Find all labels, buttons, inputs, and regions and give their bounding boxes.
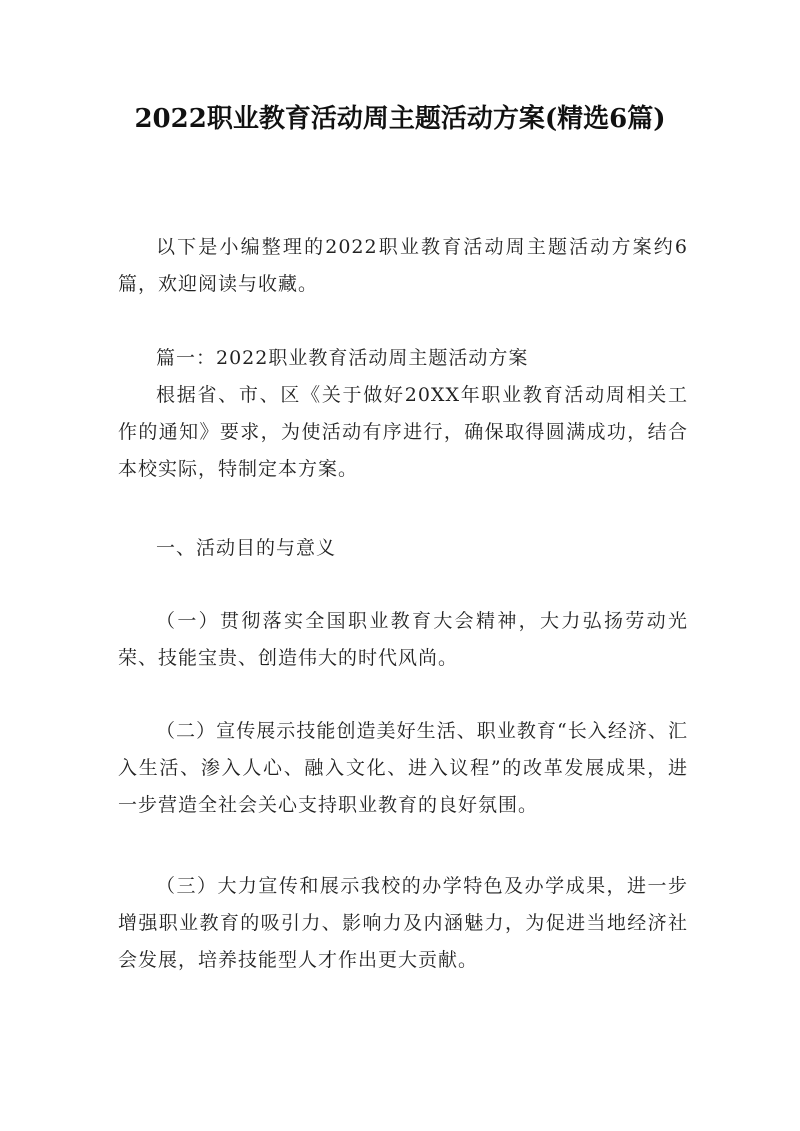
item-3-paragraph: （三）大力宣传和展示我校的办学特色及办学成果，进一步增强职业教育的吸引力、影响力及内涵魅力，为促进当地经济社会发展，培养技能型人才作出更大贡献。 bbox=[118, 875, 688, 971]
section-1-body: 根据省、市、区《关于做好20XX年职业教育活动周相关工作的通知》要求，为使活动有序进行，确保取得圆满成功，结合本校实际，特制定本方案。 bbox=[118, 384, 688, 480]
heading-purpose: 一、活动目的与意义 bbox=[156, 537, 337, 559]
item-2-paragraph: （二）宣传展示技能创造美好生活、职业教育“长入经济、汇入生活、渗入人心、融入文化、进入议程”的改革发展成果，进一步营造全社会关心支持职业教育的良好氛围。 bbox=[118, 720, 688, 816]
section-1-title: 篇一：2022职业教育活动周主题活动方案 bbox=[156, 347, 529, 369]
document-title: 2022职业教育活动周主题活动方案(精选6篇) bbox=[134, 104, 666, 134]
item-1-paragraph: （一）贯彻落实全国职业教育大会精神，大力弘扬劳动光荣、技能宝贵、创造伟大的时代风尚。 bbox=[118, 610, 688, 669]
intro-paragraph: 以下是小编整理的2022职业教育活动周主题活动方案约6篇，欢迎阅读与收藏。 bbox=[118, 236, 688, 295]
